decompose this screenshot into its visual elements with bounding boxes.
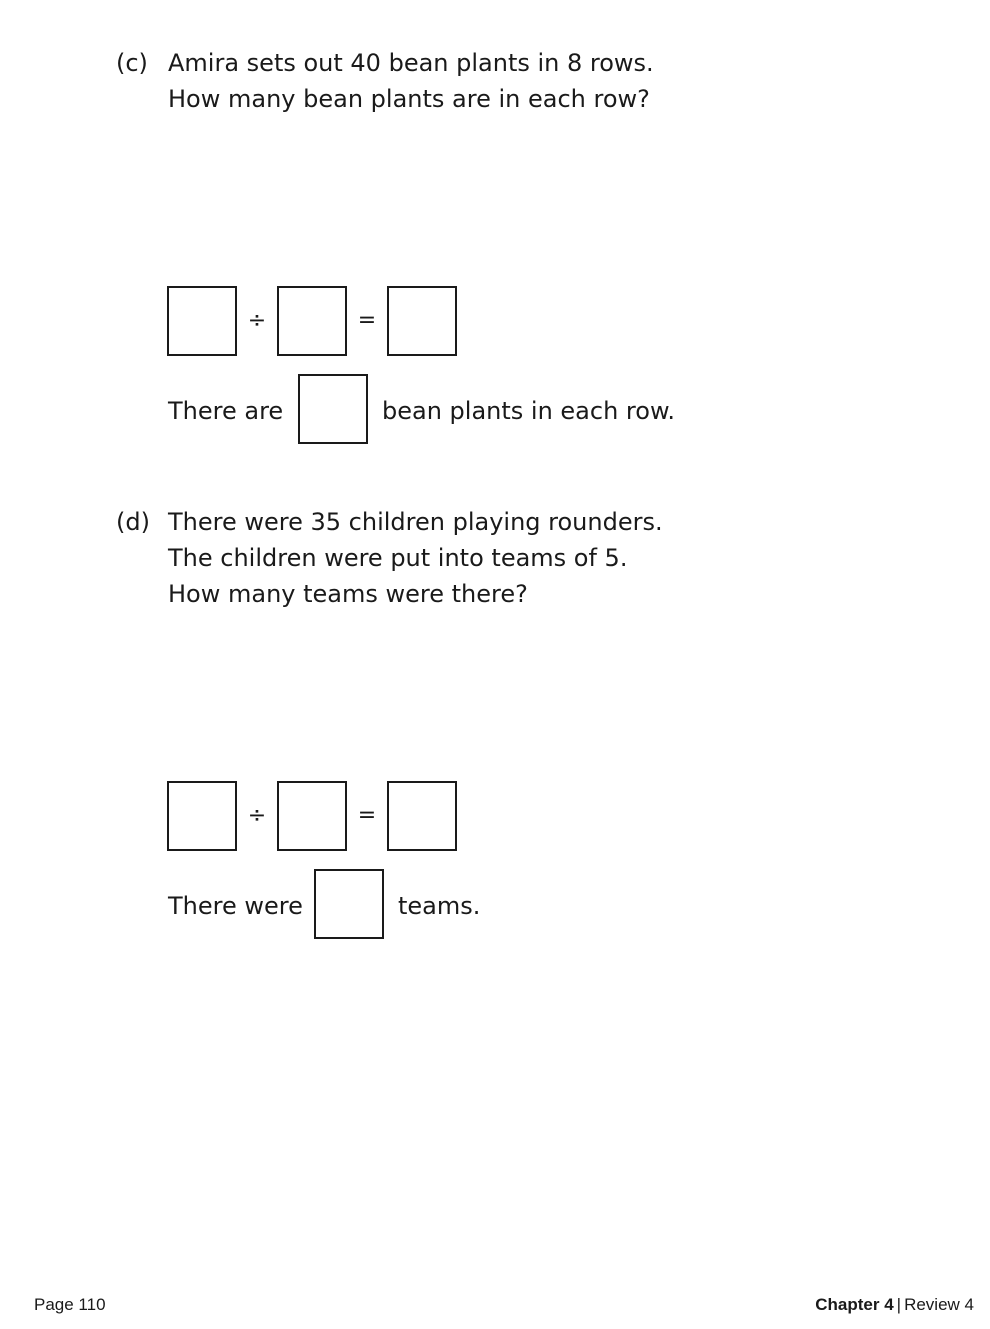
chapter-footer: [815, 1294, 974, 1316]
answer-sentence-start: There were: [168, 892, 303, 920]
final-answer-box[interactable]: [314, 869, 384, 939]
quotient-answer-box[interactable]: [387, 286, 457, 356]
answer-sentence-end: teams.: [398, 892, 481, 920]
dividend-answer-box[interactable]: [167, 781, 237, 851]
question-c-line-1: Amira sets out 40 bean plants in 8 rows.: [168, 49, 654, 77]
question-c-line-2: How many bean plants are in each row?: [168, 85, 650, 113]
equals-sign: =: [357, 308, 377, 333]
equals-sign: =: [357, 803, 377, 828]
divide-sign: ÷: [247, 803, 267, 828]
question-d-line-3: How many teams were there?: [168, 580, 528, 608]
dividend-answer-box[interactable]: [167, 286, 237, 356]
question-c-label: (c): [116, 49, 148, 77]
quotient-answer-box[interactable]: [387, 781, 457, 851]
answer-sentence-start: There are: [168, 397, 284, 425]
footer-separator: |: [896, 1295, 902, 1314]
divide-sign: ÷: [247, 308, 267, 333]
question-d-label: (d): [116, 508, 150, 536]
final-answer-box[interactable]: [298, 374, 368, 444]
chapter-title: Chapter 4: [815, 1295, 894, 1314]
question-d-line-1: There were 35 children playing rounders.: [168, 508, 663, 536]
answer-sentence-end: bean plants in each row.: [382, 397, 676, 425]
divisor-answer-box[interactable]: [277, 286, 347, 356]
question-d-line-2: The children were put into teams of 5.: [168, 544, 628, 572]
divisor-answer-box[interactable]: [277, 781, 347, 851]
page-number: Page 110: [34, 1295, 106, 1314]
section-title: Review 4: [904, 1295, 974, 1314]
